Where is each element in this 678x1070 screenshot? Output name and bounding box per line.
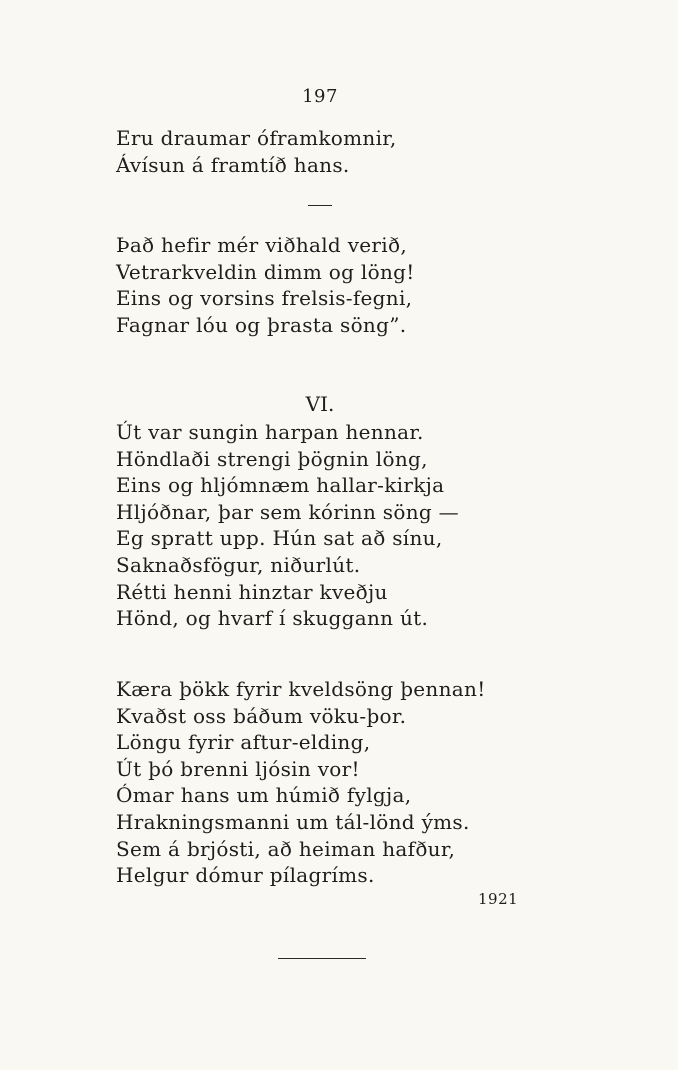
verse-line: Fagnar lóu og þrasta söng”. xyxy=(116,312,407,337)
end-rule xyxy=(278,958,366,959)
verse-line: Eins og hljómnæm hallar-kirkja xyxy=(116,473,445,498)
verse-line: Eg spratt upp. Hún sat að sínu, xyxy=(116,526,443,551)
verse-line: Út var sungin harpan hennar. xyxy=(116,420,424,444)
verse-line: Það hefir mér viðhald verið, xyxy=(116,233,407,257)
verse-line: Höndlaði strengi þögnin löng, xyxy=(116,446,428,471)
poem-date: 1921 xyxy=(478,890,519,908)
section-heading: VI. xyxy=(305,392,335,416)
verse-line: Löngu fyrir aftur-elding, xyxy=(116,730,371,755)
verse-line: Rétti henni hinztar kveðju xyxy=(116,579,388,604)
stanza-4 xyxy=(116,676,486,889)
page-number: 197 xyxy=(302,86,338,107)
verse-line: Kvaðst oss báðum vöku-þor. xyxy=(116,703,407,728)
verse-line: Eru draumar óframkomnir, xyxy=(116,126,397,150)
verse-line: Ávísun á framtíð hans. xyxy=(116,152,350,177)
verse-line: Vetrarkveldin dimm og löng! xyxy=(116,259,415,284)
verse-line: Út þó brenni ljósin vor! xyxy=(116,756,360,781)
stanza-2 xyxy=(116,232,415,338)
verse-line: Kæra þökk fyrir kveldsöng þennan! xyxy=(116,677,486,701)
verse-line: Hrakningsmanni um tál-lönd ýms. xyxy=(116,809,470,834)
stanza-3 xyxy=(116,419,459,632)
verse-line: Hönd, og hvarf í skuggann út. xyxy=(116,606,429,631)
verse-line: Saknaðsfögur, niðurlút. xyxy=(116,552,361,577)
stanza-1 xyxy=(116,125,397,178)
verse-line: Sem á brjósti, að heiman hafður, xyxy=(116,836,456,861)
stanza-separator xyxy=(308,205,332,206)
verse-line: Eins og vorsins frelsis-fegni, xyxy=(116,286,413,311)
verse-line: Hljóðnar, þar sem kórinn söng — xyxy=(116,499,459,524)
verse-line: Helgur dómur pílagríms. xyxy=(116,863,375,888)
verse-line: Ómar hans um húmið fylgja, xyxy=(116,783,412,808)
